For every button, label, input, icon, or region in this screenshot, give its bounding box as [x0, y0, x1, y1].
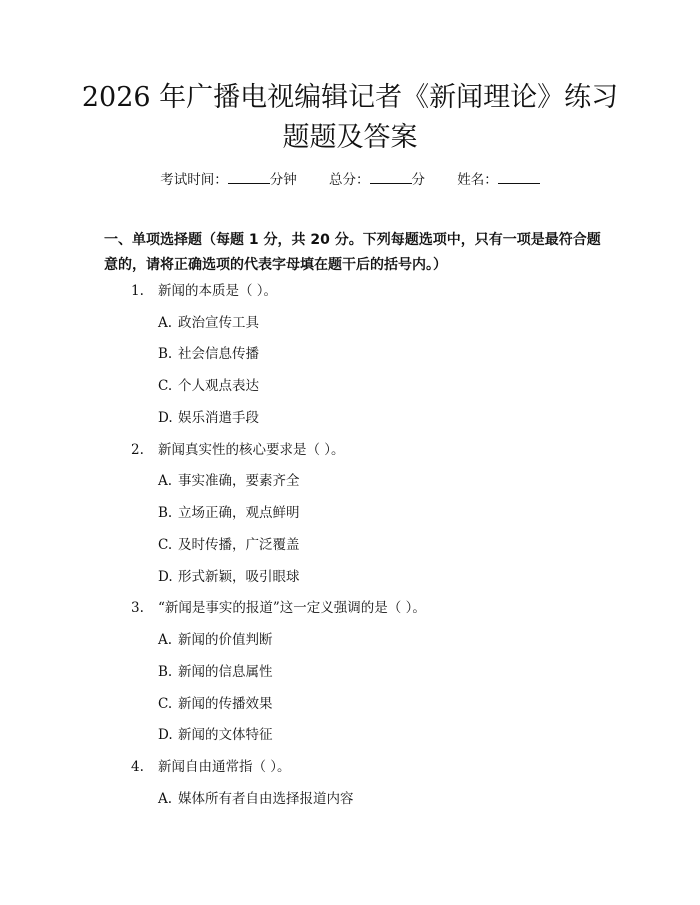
option-text: 新闻的文体特征 [178, 727, 273, 743]
option-letter: D. [158, 569, 173, 585]
question-number: 1. [131, 283, 144, 299]
question-stem: “新闻是事实的报道”这一定义强调的是（ ）。 [158, 600, 426, 616]
question-1 [131, 281, 277, 301]
name-label: 姓名： [457, 172, 498, 188]
option-4a [158, 789, 354, 809]
option-3d [158, 725, 273, 745]
option-text: 个人观点表达 [178, 378, 259, 394]
exam-info-line [0, 168, 700, 188]
exam-time-blank [228, 170, 270, 184]
page-title [60, 78, 640, 158]
option-2c [158, 535, 300, 555]
option-letter: C. [158, 537, 173, 553]
option-3c [158, 694, 273, 714]
option-letter: D. [158, 410, 173, 426]
title-line-1: 2026 年广播电视编辑记者《新闻理论》练习 [81, 82, 619, 113]
option-1a [158, 313, 259, 333]
option-1b [158, 344, 259, 364]
question-stem: 新闻真实性的核心要求是（ ）。 [158, 442, 345, 458]
total-score-unit: 分 [411, 172, 425, 188]
question-4 [131, 757, 291, 777]
option-text: 立场正确，观点鲜明 [178, 505, 300, 521]
option-letter: C. [158, 696, 173, 712]
option-text: 社会信息传播 [178, 346, 259, 362]
option-letter: B. [158, 664, 173, 680]
option-text: 事实准确，要素齐全 [178, 473, 300, 489]
option-2d [158, 567, 300, 587]
option-letter: A. [158, 315, 173, 331]
option-text: 娱乐消遣手段 [178, 410, 259, 426]
option-letter: C. [158, 378, 173, 394]
exam-time-unit: 分钟 [269, 172, 297, 188]
title-line-2: 题题及答案 [282, 122, 418, 153]
option-letter: B. [158, 346, 173, 362]
exam-time-label: 考试时间： [160, 172, 228, 188]
option-text: 形式新颖，吸引眼球 [178, 569, 300, 585]
option-text: 政治宣传工具 [178, 315, 259, 331]
option-3a [158, 630, 273, 650]
question-2 [131, 440, 345, 460]
option-letter: D. [158, 727, 173, 743]
option-letter: A. [158, 473, 173, 489]
option-text: 新闻的价值判断 [178, 632, 273, 648]
option-text: 及时传播，广泛覆盖 [178, 537, 300, 553]
section-heading: 一、单项选择题（每题 1 分，共 20 分。下列每题选项中，只有一项是最符合题意的，请将正确选项的代表字母填在题干后的括号内。） [104, 232, 601, 273]
option-letter: A. [158, 791, 173, 807]
question-number: 3. [131, 600, 144, 616]
option-text: 新闻的信息属性 [178, 664, 273, 680]
question-number: 2. [131, 442, 144, 458]
option-letter: B. [158, 505, 173, 521]
question-stem: 新闻的本质是（ ）。 [158, 283, 278, 299]
option-3b [158, 662, 273, 682]
name-blank [498, 170, 540, 184]
option-text: 新闻的传播效果 [178, 696, 273, 712]
total-score-field [329, 172, 425, 188]
total-score-label: 总分： [329, 172, 370, 188]
question-stem: 新闻自由通常指（ ）。 [158, 759, 291, 775]
option-letter: A. [158, 632, 173, 648]
total-score-blank [370, 170, 412, 184]
option-1d [158, 408, 259, 428]
option-2b [158, 503, 300, 523]
question-3 [131, 598, 426, 618]
option-2a [158, 471, 300, 491]
name-field [457, 172, 540, 188]
option-text: 媒体所有者自由选择报道内容 [178, 791, 354, 807]
exam-time-field [160, 172, 297, 188]
question-number: 4. [131, 759, 144, 775]
option-1c [158, 376, 259, 396]
